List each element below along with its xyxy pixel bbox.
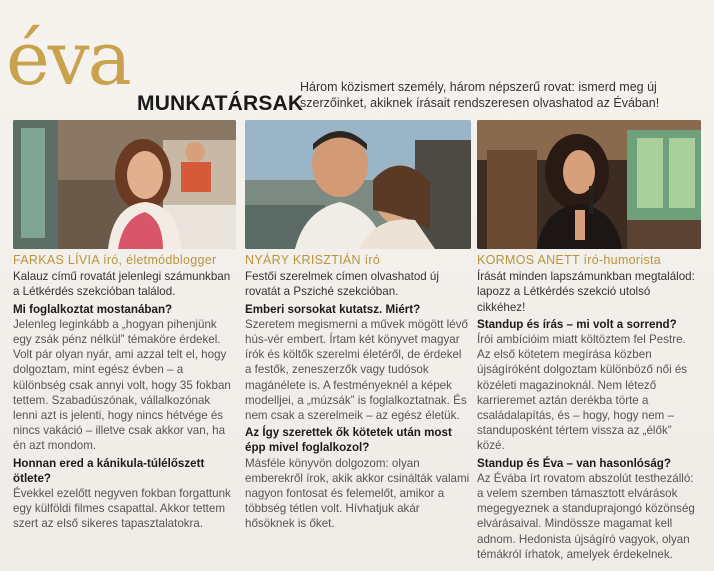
author-name: FARKAS LÍVIA író, életmódblogger: [13, 253, 217, 267]
column-farkas-livia: [13, 253, 236, 532]
author-name: KORMOS ANETT író-humorista: [477, 253, 662, 267]
photo-farkas-livia: [13, 120, 236, 249]
question: Standup és írás – mi volt a sorrend?: [477, 317, 677, 331]
answer: Szeretem megismerni a művek mögött lévő hús-vér embert. Írtam két könyvet magyar írók és költők szerelmi életéről, de érdekel a festők, zeneszerzők vagy tudósok magánélete is. A festményeknél a képek modelljei, a „múzsák” is foglalkoztatnak. És nem csak a szerelmeik – az egész életük.: [245, 317, 468, 423]
column-nyary-krisztian: [245, 253, 471, 532]
section-title: MUNKATÁRSAK: [137, 92, 304, 115]
intro-text: Három közismert személy, három népszerű rovat: ismerd meg új szerzőinket, akiknek írásait rendszeresen olvashatod az Évában!: [300, 80, 660, 110]
question: Standup és Éva – van hasonlóság?: [477, 456, 671, 470]
author-name: NYÁRY KRISZTIÁN író: [245, 253, 381, 267]
answer: Írói ambícióim miatt költöztem fel Pestre. Az első kötetem megírása közben újságíróként dolgoztam különböző női és közéleti magazinoknál. Nem létező karrieremet aztán derékba törte a családalapítás, és – hogy, hogy nem – standuposként tértem vissza az „élők” közé.: [477, 333, 688, 453]
answer: Az Évába írt rovatom abszolút testhezálló: a velem szemben támasztott elvárások megegyeznek a standuprajongó közönség elvárásaival. Mindössze magamat kell adnom. Hedonista újságíró vagyok, olyan témákról írhatok, amelyek érdekelnek.: [477, 471, 695, 561]
eva-logo: éva: [6, 16, 130, 102]
author-role: író, életmódblogger: [103, 253, 217, 267]
answer: Jelenleg leginkább a „hogyan pihenjünk egy zsák pénz nélkül” témaköre érdekel. Volt pár olyan nyár, ami azzal telt el, hogy dolgoztam, mint egész évben – a különbség csak annyi volt, hogy 35 fokban tettem. Szabadúszónak, vállalkozónak lenni azt is jelenti, hogy nincs hétvége és nincs vakáció – illetve csak akkor van, ha én azt mondom.: [13, 317, 231, 453]
question: Mi foglalkoztat mostanában?: [13, 302, 173, 316]
question: Emberi sorsokat kutatsz. Miért?: [245, 302, 421, 316]
author-role: író: [364, 253, 381, 267]
author-role: író-humorista: [583, 253, 662, 267]
column-intro: Kalauz című rovatát jelenlegi számunkban a Létkérdés szekcióban találod.: [13, 270, 231, 299]
column-intro: Írását minden lapszámunkban megtalálod: lapozz a Létkérdés szekció utolsó cikkéhez!: [477, 270, 695, 314]
column-kormos-anett: [477, 253, 701, 562]
column-intro: Festői szerelmek címen olvashatod új rovatát a Psziché szekcióban.: [245, 270, 439, 299]
answer: Évekkel ezelőtt negyven fokban forgattunk egy külföldi filmes csapattal. Akkor tettem szert az első sikeres tapasztalatokra.: [13, 487, 231, 531]
question: Honnan ered a kánikula-túlélőszett ötlete?: [13, 456, 205, 485]
answer: Másféle könyvön dolgozom: olyan emberekről írok, akik akkor csinálták valami nagyon fontosat és felemelőt, amikor a többség tétlen volt. Hívhatjuk akár hősöknek is őket.: [245, 456, 470, 531]
photo-nyary-krisztian: [245, 120, 471, 249]
question: Az Így szerettek ők kötetek után most épp mivel foglalkozol?: [245, 426, 452, 455]
photo-kormos-anett: [477, 120, 701, 249]
